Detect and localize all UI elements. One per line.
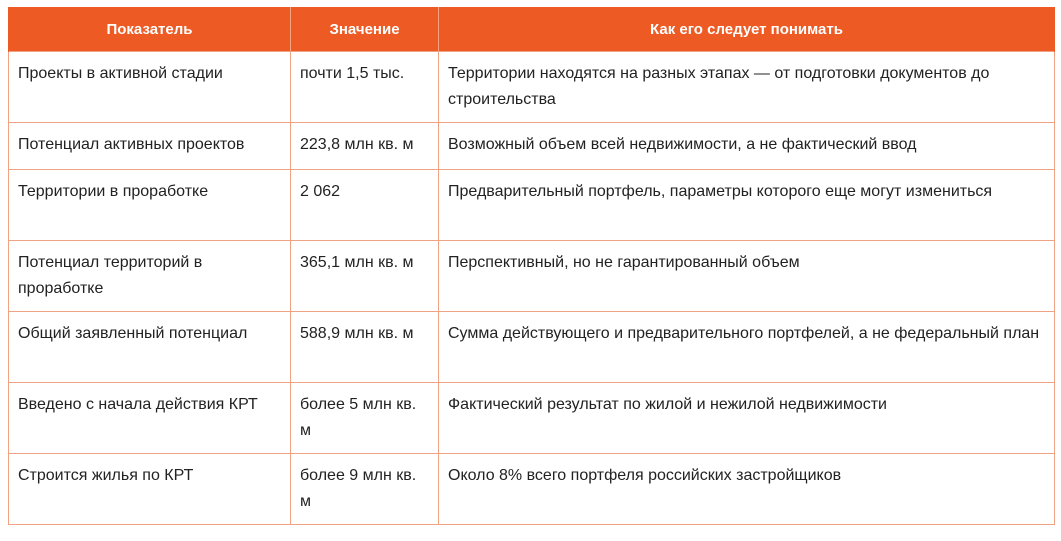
indicator-cell: Введено с начала действия КРТ bbox=[9, 383, 291, 454]
table-row bbox=[9, 241, 1055, 312]
indicator-cell: Проекты в активной стадии bbox=[9, 52, 291, 123]
table-row bbox=[9, 383, 1055, 454]
value-cell: 365,1 млн кв. м bbox=[291, 241, 439, 312]
indicator-cell: Потенциал активных проектов bbox=[9, 123, 291, 170]
column-header-indicator: Показатель bbox=[9, 7, 291, 52]
table-container bbox=[8, 7, 1054, 525]
table-row bbox=[9, 170, 1055, 241]
meaning-cell: Около 8% всего портфеля российских застройщиков bbox=[439, 454, 1055, 525]
indicator-cell: Общий заявленный потенциал bbox=[9, 312, 291, 383]
indicator-cell: Строится жилья по КРТ bbox=[9, 454, 291, 525]
header-row bbox=[9, 7, 1055, 52]
meaning-cell: Территории находятся на разных этапах — от подготовки документов до строительства bbox=[439, 52, 1055, 123]
value-cell: 588,9 млн кв. м bbox=[291, 312, 439, 383]
indicator-cell: Потенциал территорий в проработке bbox=[9, 241, 291, 312]
meaning-cell: Сумма действующего и предварительного портфелей, а не федеральный план bbox=[439, 312, 1055, 383]
value-cell: более 5 млн кв. м bbox=[291, 383, 439, 454]
value-cell: почти 1,5 тыс. bbox=[291, 52, 439, 123]
table-row bbox=[9, 454, 1055, 525]
indicators-table bbox=[8, 7, 1055, 525]
meaning-cell: Перспективный, но не гарантированный объем bbox=[439, 241, 1055, 312]
table-row bbox=[9, 52, 1055, 123]
table-row bbox=[9, 123, 1055, 170]
value-cell: более 9 млн кв. м bbox=[291, 454, 439, 525]
column-header-meaning: Как его следует понимать bbox=[439, 7, 1055, 52]
value-cell: 2 062 bbox=[291, 170, 439, 241]
table-row bbox=[9, 312, 1055, 383]
meaning-cell: Фактический результат по жилой и нежилой недвижимости bbox=[439, 383, 1055, 454]
indicator-cell: Территории в проработке bbox=[9, 170, 291, 241]
meaning-cell: Возможный объем всей недвижимости, а не фактический ввод bbox=[439, 123, 1055, 170]
column-header-value: Значение bbox=[291, 7, 439, 52]
meaning-cell: Предварительный портфель, параметры которого еще могут измениться bbox=[439, 170, 1055, 241]
value-cell: 223,8 млн кв. м bbox=[291, 123, 439, 170]
